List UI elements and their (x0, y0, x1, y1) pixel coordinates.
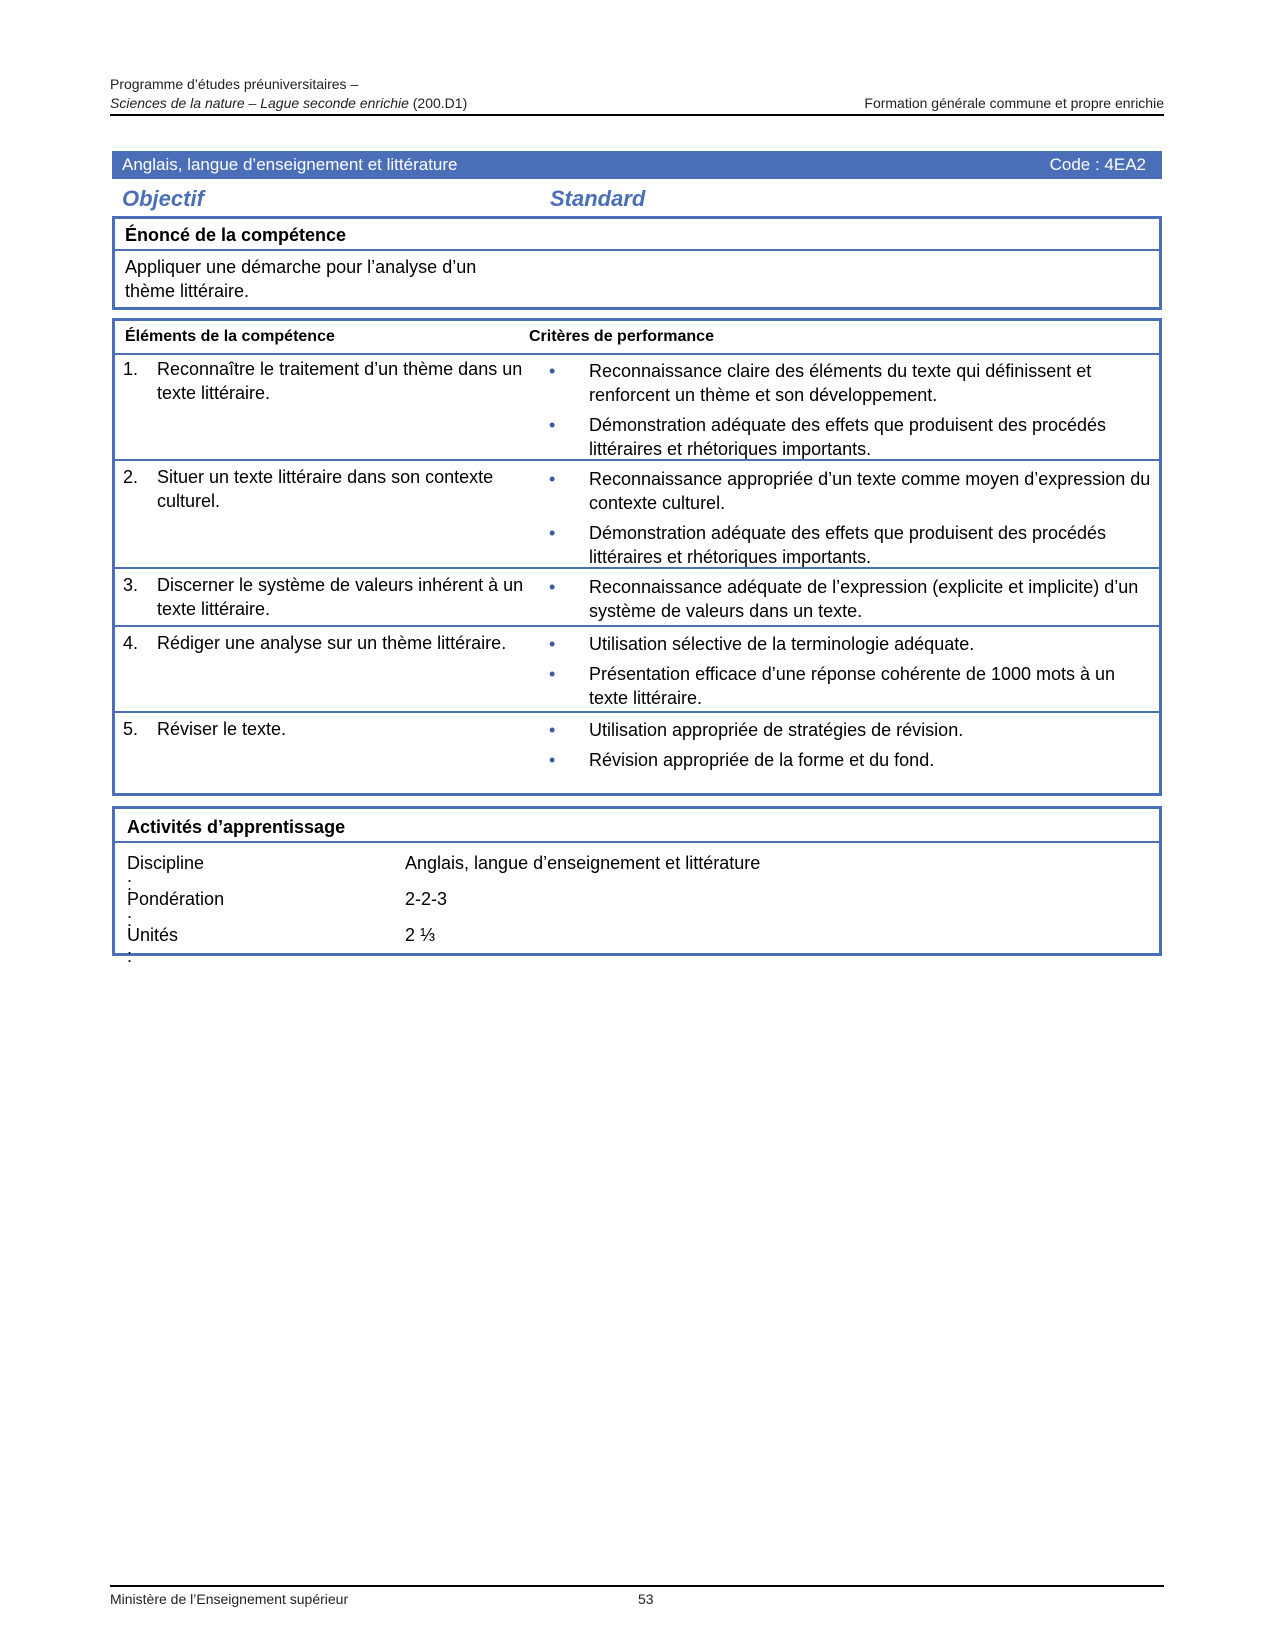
criterion-item (549, 413, 1155, 461)
element-cell (123, 717, 533, 741)
bullet-icon: • (549, 750, 556, 770)
criterion-item (549, 748, 1155, 772)
ponderation-label: Pondération : (127, 889, 225, 930)
course-code: Code : 4EA2 (1049, 155, 1146, 174)
element-number: 4. (123, 633, 139, 653)
activites-box (112, 806, 1162, 966)
ponderation-value: 2-2-3 (405, 889, 448, 909)
course-title-bar (112, 151, 1162, 179)
enonce-heading: Énoncé de la compétence (115, 219, 1159, 251)
header-program: Programme d’études préuniversitaires – (110, 76, 359, 92)
element-number: 2. (123, 467, 139, 487)
element-cell (123, 465, 533, 513)
criterion-item (549, 662, 1155, 710)
criteria-cell (549, 718, 1155, 778)
criterion-text: Utilisation appropriée de stratégies de révision. (589, 720, 964, 740)
criterion-text: Révision appropriée de la forme et du fond. (589, 750, 935, 770)
criterion-item (549, 575, 1155, 623)
criterion-text: Présentation efficace d’une réponse cohérente de 1000 mots à un texte littéraire. (589, 664, 1116, 708)
enonce-box (112, 216, 1162, 310)
element-text: Rédiger une analyse sur un thème littéraire. (157, 633, 507, 653)
unites-label: Unités : (127, 925, 179, 966)
element-cell (123, 573, 533, 621)
criterion-text: Reconnaissance claire des éléments du texte qui définissent et renforcent un thème et son développement. (589, 361, 1092, 405)
footer-ministry: Ministère de l’Enseignement supérieur (110, 1591, 349, 1607)
table-row (115, 355, 1159, 461)
header-rule (110, 114, 1164, 116)
criterion-text: Reconnaissance appropriée d’un texte comme moyen d’expression du contexte culturel. (589, 469, 1151, 513)
header-program-italic: Sciences de la nature – Lague seconde enrichie (110, 95, 409, 111)
bullet-icon: • (549, 523, 556, 543)
criterion-item (549, 521, 1155, 569)
criteria-cell (549, 632, 1155, 716)
table-row (115, 627, 1159, 713)
objectif-label: Objectif (122, 186, 204, 211)
criteria-cell (549, 359, 1155, 467)
col-criteres-header: Critères de performance (529, 328, 714, 345)
element-number: 5. (123, 719, 139, 739)
criteria-cell (549, 575, 1155, 629)
page-number: 53 (638, 1591, 654, 1607)
criterion-item (549, 359, 1155, 407)
objective-standard-row (122, 186, 1162, 212)
element-cell (123, 357, 533, 405)
criterion-text: Utilisation sélective de la terminologie adéquate. (589, 634, 975, 654)
criterion-text: Démonstration adéquate des effets que produisent des procédés littéraires et rhétoriques importants. (589, 523, 1107, 567)
criterion-item (549, 467, 1155, 515)
enonce-text: Appliquer une démarche pour l’analyse d’un thème littéraire. (125, 257, 477, 301)
bullet-icon: • (549, 634, 556, 654)
element-text: Discerner le système de valeurs inhérent à un texte littéraire. (157, 575, 524, 619)
element-text: Réviser le texte. (157, 719, 287, 739)
course-title: Anglais, langue d’enseignement et littérature (122, 155, 458, 174)
bullet-icon: • (549, 469, 556, 489)
discipline-value: Anglais, langue d’enseignement et littérature (405, 853, 761, 873)
criterion-item (549, 718, 1155, 742)
standard-label: Standard (550, 186, 646, 211)
header-program-name (110, 95, 467, 111)
element-cell (123, 631, 533, 655)
element-text: Situer un texte littéraire dans son contexte culturel. (157, 467, 494, 511)
criterion-text: Reconnaissance adéquate de l’expression (explicite et implicite) d’un système de valeurs dans un texte. (589, 577, 1139, 621)
col-elements-header: Éléments de la compétence (125, 328, 335, 345)
element-number: 3. (123, 575, 139, 595)
criterion-text: Démonstration adéquate des effets que produisent des procédés littéraires et rhétoriques importants. (589, 415, 1107, 459)
criterion-item (549, 632, 1155, 656)
elements-table (112, 318, 1162, 796)
header-formation: Formation générale commune et propre enrichie (864, 95, 1164, 111)
discipline-label: Discipline : (127, 853, 205, 894)
bullet-icon: • (549, 361, 556, 381)
bullet-icon: • (549, 720, 556, 740)
criteria-cell (549, 467, 1155, 575)
header-program-code: (200.D1) (408, 95, 468, 111)
table-row (115, 713, 1159, 793)
table-row (115, 569, 1159, 627)
elements-table-header (115, 321, 1159, 355)
page-header (110, 76, 1164, 111)
element-text: Reconnaître le traitement d’un thème dans un texte littéraire. (157, 359, 523, 403)
activites-heading: Activités d’apprentissage (115, 809, 1159, 843)
page-footer (110, 1591, 654, 1607)
footer-rule (110, 1585, 1164, 1587)
table-row (115, 461, 1159, 569)
bullet-icon: • (549, 577, 556, 597)
unites-value: 2 ⅓ (405, 925, 436, 945)
bullet-icon: • (549, 415, 556, 435)
bullet-icon: • (549, 664, 556, 684)
element-number: 1. (123, 359, 139, 379)
